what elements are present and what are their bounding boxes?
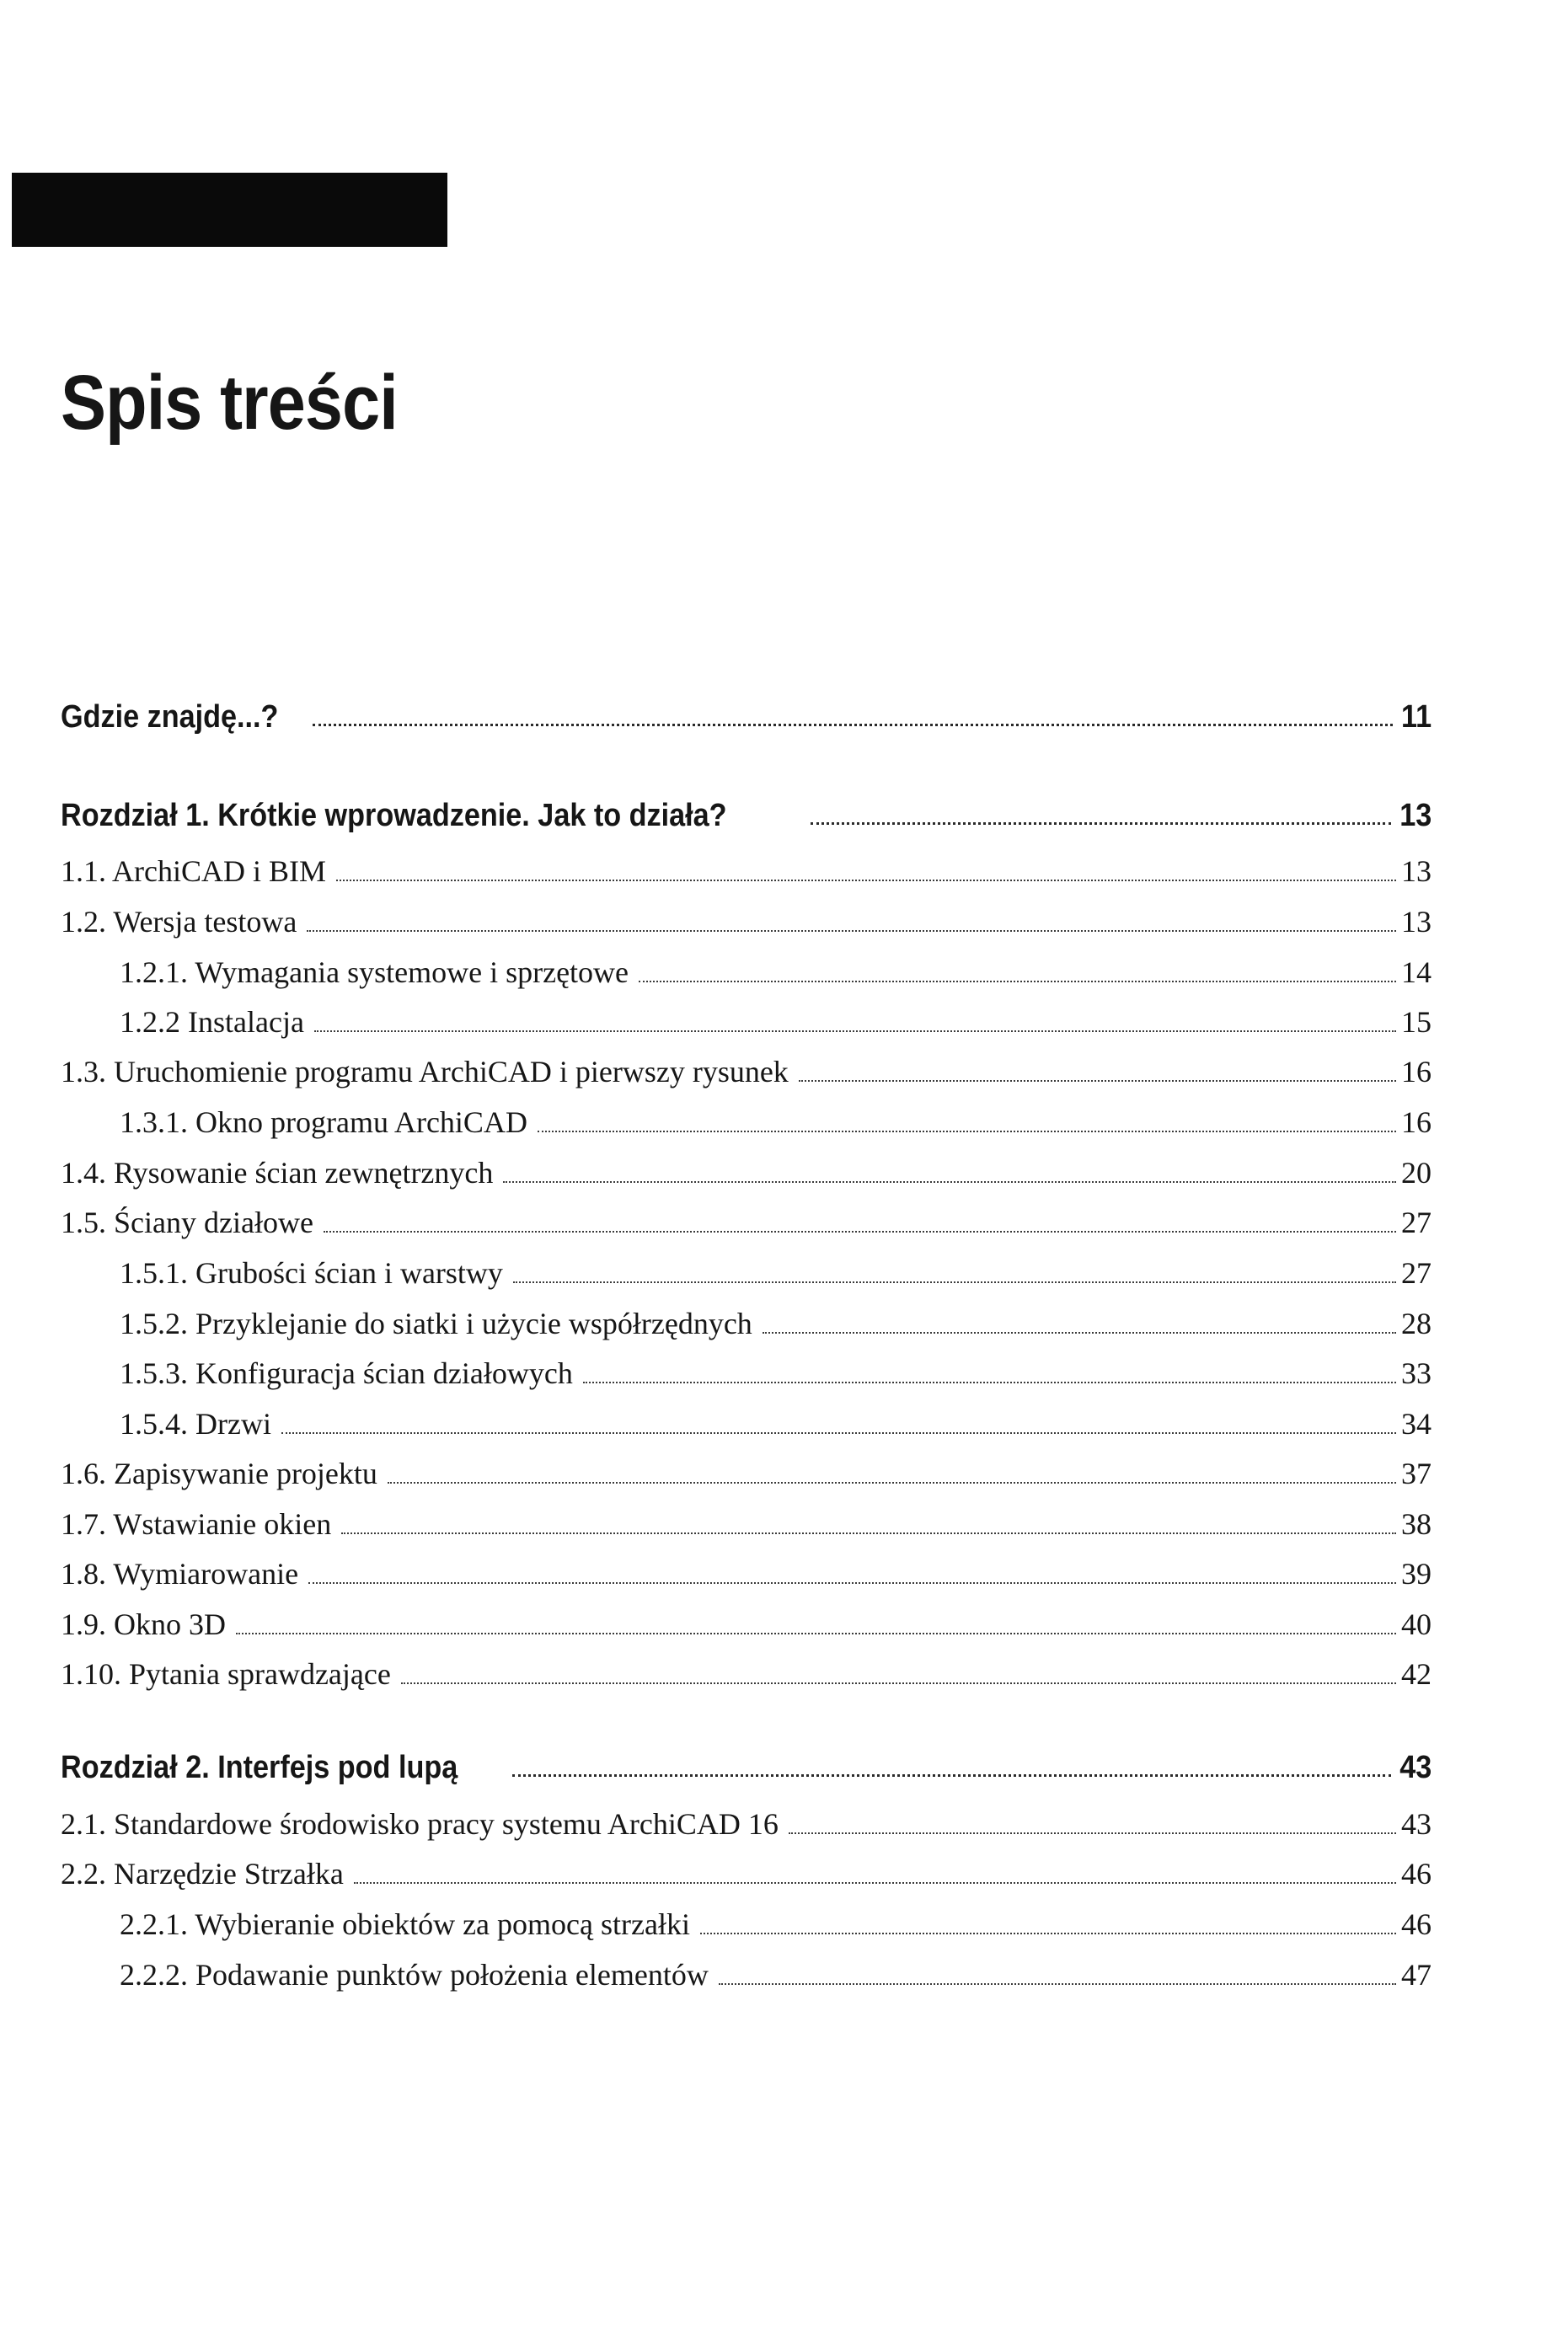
toc-section-entry xyxy=(61,901,1432,943)
dot-leader xyxy=(307,930,1396,932)
toc-section-entry xyxy=(61,850,1432,892)
toc-section-entry xyxy=(120,951,1432,993)
dot-leader xyxy=(639,981,1396,982)
toc-entry-label: 1.5.3. Konfiguracja ścian działowych xyxy=(120,1356,573,1390)
dot-leader xyxy=(513,1281,1396,1283)
toc-entry-label: 1.3. Uruchomienie programu ArchiCAD i pierwszy rysunek xyxy=(61,1055,789,1088)
toc-page-number: 16 xyxy=(1401,1055,1432,1088)
toc-page-number: 16 xyxy=(1401,1105,1432,1139)
toc-section-entry xyxy=(61,1152,1432,1194)
dot-leader xyxy=(341,1532,1396,1534)
dot-leader xyxy=(583,1382,1396,1383)
toc-page-number: 13 xyxy=(1399,798,1432,833)
toc-page-number: 42 xyxy=(1401,1657,1432,1691)
toc-section-entry xyxy=(61,1803,1432,1845)
toc-entry-label: 1.5.1. Grubości ścian i warstwy xyxy=(120,1256,503,1290)
dot-leader xyxy=(314,1030,1396,1032)
toc-section-entry xyxy=(61,1201,1432,1244)
toc-entry-label: 1.6. Zapisywanie projektu xyxy=(61,1457,377,1490)
toc-chapter-entry xyxy=(61,794,1432,837)
toc-page-number: 28 xyxy=(1401,1307,1432,1340)
toc-chapter-entry xyxy=(61,696,1432,738)
toc-section-entry xyxy=(61,1603,1432,1645)
toc-page-number: 27 xyxy=(1401,1206,1432,1239)
toc-entry-label: 1.7. Wstawianie okien xyxy=(61,1507,332,1541)
toc-entry-label: 2.2.2. Podawanie punktów położenia elementów xyxy=(120,1958,709,1992)
toc-entry-label: 1.4. Rysowanie ścian zewnętrznych xyxy=(61,1156,494,1190)
toc-page-number: 34 xyxy=(1401,1407,1432,1441)
chapter-header-bar xyxy=(12,173,447,247)
dot-leader xyxy=(719,1983,1396,1985)
toc-section-entry xyxy=(120,1403,1432,1445)
toc-entry-label: 1.9. Okno 3D xyxy=(61,1607,226,1641)
toc-page-number: 11 xyxy=(1400,699,1432,735)
dot-leader xyxy=(354,1882,1396,1884)
toc-page-number: 13 xyxy=(1401,905,1432,939)
dot-leader xyxy=(811,822,1390,825)
dot-leader xyxy=(538,1131,1396,1132)
toc-entry-label: 1.8. Wymiarowanie xyxy=(61,1557,299,1591)
toc-section-entry xyxy=(120,1001,1432,1043)
toc-entry-label: 1.5.4. Drzwi xyxy=(120,1407,271,1441)
page-title: Spis treści xyxy=(61,360,398,446)
toc-page-number: 47 xyxy=(1401,1958,1432,1992)
toc-entry-label: Rozdział 2. Interfejs pod lupą xyxy=(61,1750,458,1785)
toc-entry-label: 1.5. Ściany działowe xyxy=(61,1206,313,1239)
toc-page-number: 33 xyxy=(1401,1356,1432,1390)
toc-section-entry xyxy=(120,1252,1432,1294)
toc-page-number: 38 xyxy=(1401,1507,1432,1541)
toc-section-entry xyxy=(120,1302,1432,1345)
toc-page-number: 43 xyxy=(1399,1750,1432,1785)
toc-page-number: 13 xyxy=(1401,854,1432,888)
toc-entry-label: Rozdział 1. Krótkie wprowadzenie. Jak to działa? xyxy=(61,798,727,833)
toc-page-number: 27 xyxy=(1401,1256,1432,1290)
dot-leader xyxy=(313,724,1393,726)
dot-leader xyxy=(324,1231,1396,1233)
dot-leader xyxy=(512,1774,1391,1777)
toc-section-entry xyxy=(61,1653,1432,1695)
toc-entry-label: 1.3.1. Okno programu ArchiCAD xyxy=(120,1105,527,1139)
toc-page-number: 37 xyxy=(1401,1457,1432,1490)
toc-entry-label: 2.2. Narzędzie Strzałka xyxy=(61,1857,344,1891)
toc-page-number: 46 xyxy=(1401,1907,1432,1941)
toc-section-entry xyxy=(120,1954,1432,1996)
dot-leader xyxy=(763,1332,1396,1334)
toc-entry-label: 2.1. Standardowe środowisko pracy systemu ArchiCAD 16 xyxy=(61,1807,779,1841)
toc-page-number: 40 xyxy=(1401,1607,1432,1641)
toc-entry-label: 1.5.2. Przyklejanie do siatki i użycie współrzędnych xyxy=(120,1307,752,1340)
toc-entry-label: 1.10. Pytania sprawdzające xyxy=(61,1657,391,1691)
dot-leader xyxy=(503,1181,1396,1183)
toc-section-entry xyxy=(61,1503,1432,1545)
toc-section-entry xyxy=(61,1553,1432,1595)
toc-page-number: 46 xyxy=(1401,1857,1432,1891)
toc-section-entry xyxy=(61,1452,1432,1495)
dot-leader xyxy=(789,1832,1396,1834)
toc-section-entry xyxy=(120,1903,1432,1945)
dot-leader xyxy=(700,1933,1396,1934)
toc-section-entry xyxy=(120,1101,1432,1143)
toc-section-entry xyxy=(120,1352,1432,1394)
dot-leader xyxy=(236,1633,1396,1634)
toc-entry-label: Gdzie znajdę...? xyxy=(61,699,279,735)
toc-page-number: 15 xyxy=(1401,1005,1432,1039)
toc-section-entry xyxy=(61,1051,1432,1093)
dot-leader xyxy=(308,1582,1396,1584)
toc-chapter-entry xyxy=(61,1746,1432,1789)
dot-leader xyxy=(281,1432,1396,1434)
dot-leader xyxy=(336,880,1396,881)
toc-page-number: 43 xyxy=(1401,1807,1432,1841)
toc-page-number: 20 xyxy=(1401,1156,1432,1190)
toc-entry-label: 2.2.1. Wybieranie obiektów za pomocą strzałki xyxy=(120,1907,690,1941)
toc-section-entry xyxy=(61,1853,1432,1895)
toc-page-number: 39 xyxy=(1401,1557,1432,1591)
toc-entry-label: 1.2. Wersja testowa xyxy=(61,905,297,939)
toc-entry-label: 1.2.1. Wymagania systemowe i sprzętowe xyxy=(120,955,629,989)
dot-leader xyxy=(799,1080,1396,1082)
dot-leader xyxy=(401,1682,1396,1684)
toc-page-number: 14 xyxy=(1401,955,1432,989)
dot-leader xyxy=(388,1482,1396,1484)
toc-entry-label: 1.1. ArchiCAD i BIM xyxy=(61,854,326,888)
toc-entry-label: 1.2.2 Instalacja xyxy=(120,1005,304,1039)
